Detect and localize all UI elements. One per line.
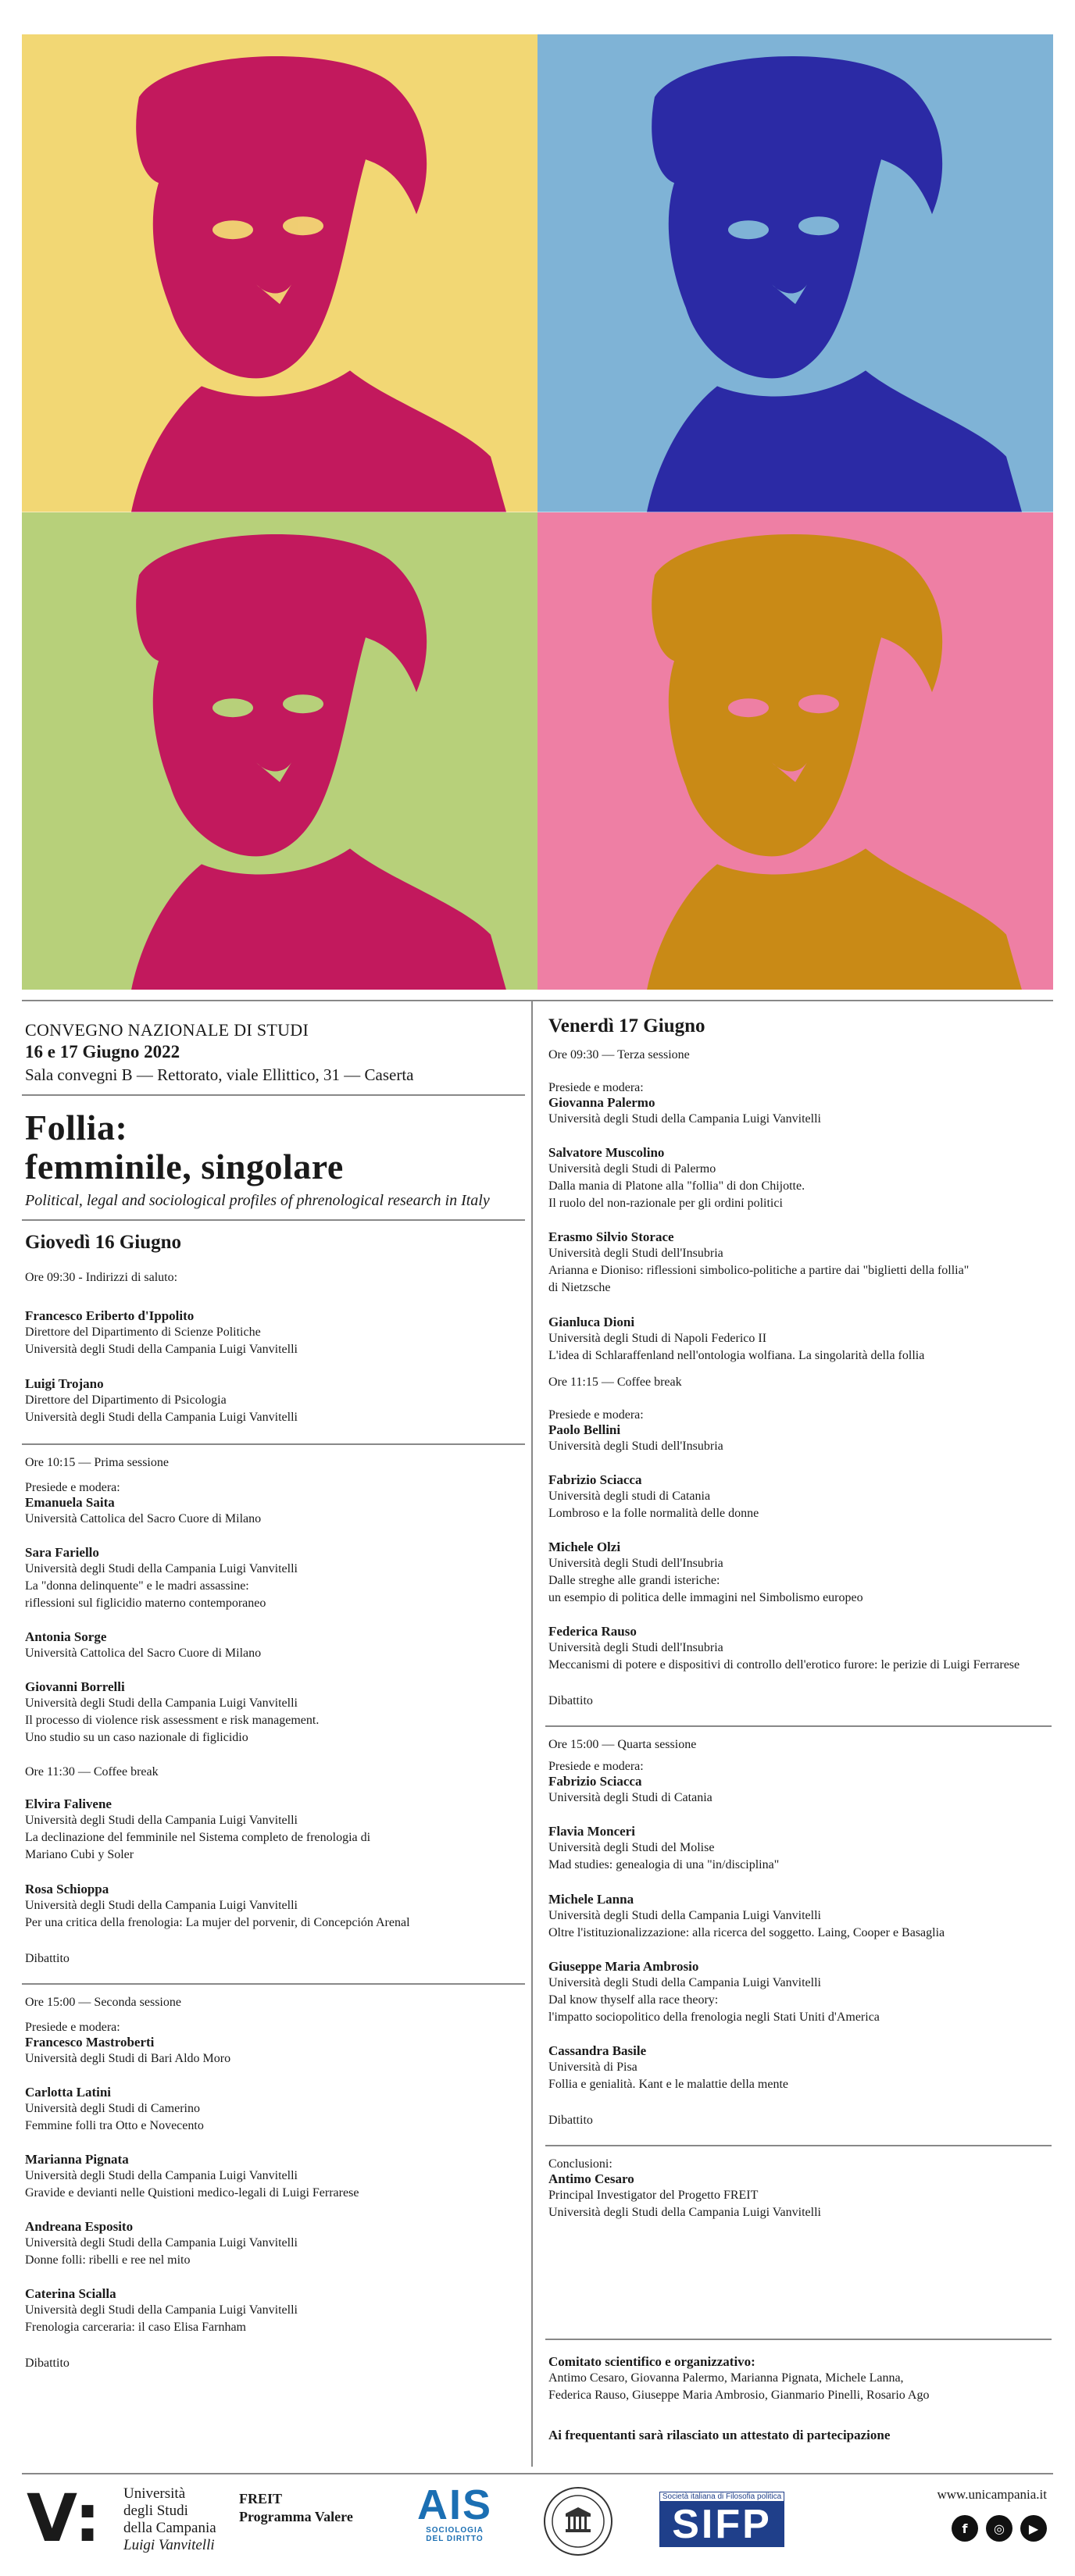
speaker-detail-line: Università degli Studi dell'Insubria xyxy=(548,1247,723,1261)
speaker-detail-line: Università degli Studi della Campania Luigi Vanvitelli xyxy=(25,1561,298,1575)
speaker-detail-line: Università degli Studi dell'Insubria xyxy=(548,1556,723,1570)
speaker-detail-line: Il processo di violence risk assessment e risk management. xyxy=(25,1714,320,1728)
speaker-detail-line: L'idea di Schlaraffenland nell'ontologia wolfiana. La singolarità della follia xyxy=(548,1348,925,1362)
speaker-entry xyxy=(548,1624,1048,1674)
chair-affiliation: Università degli Studi di Bari Aldo Moro xyxy=(25,2051,231,2065)
university-name xyxy=(123,2485,216,2553)
speaker-name: Rosa Schioppa xyxy=(25,1881,109,1896)
poster-quadrant-yellow xyxy=(22,34,538,512)
chair-name: Emanuela Saita xyxy=(25,1494,115,1510)
session2-time: Ore 15:00 — Seconda sessione xyxy=(25,1995,181,2009)
speaker-detail-line: Università di Pisa xyxy=(548,2060,638,2074)
chair-name: Giovanna Palermo xyxy=(548,1095,655,1110)
speaker-detail-line: Uno studio su un caso nazionale di figlicidio xyxy=(25,1731,248,1745)
speaker-entry xyxy=(548,2043,1048,2093)
speaker-detail-line: Gravide e devianti nelle Quistioni medico-legali di Luigi Ferrarese xyxy=(25,2185,359,2200)
session3-chair xyxy=(548,1095,1048,1128)
session3-speakers-2 xyxy=(548,1472,1048,1675)
portrait-figure-2 xyxy=(538,34,1053,512)
speaker-detail-line: Follia e genialità. Kant e le malattie della mente xyxy=(548,2078,788,2092)
speaker-entry xyxy=(25,1629,522,1662)
speaker-entry xyxy=(25,1882,522,1932)
conclusions-line-1: Principal Investigator del Progetto FREIT xyxy=(548,2189,759,2203)
speaker-name: Luigi Trojano xyxy=(25,1375,104,1391)
speaker-entry xyxy=(548,1315,1048,1365)
speaker-detail-line: l'impatto sociopolitico della frenologia negli Stati Uniti d'America xyxy=(548,2010,880,2024)
speaker-entry xyxy=(548,1959,1048,2026)
ais-logo-text: AIS xyxy=(417,2481,493,2528)
session4-debate: Dibattito xyxy=(548,2114,593,2128)
speaker-name: Cassandra Basile xyxy=(548,2043,647,2058)
conclusions-name: Antimo Cesaro xyxy=(548,2171,634,2187)
poster-image xyxy=(22,34,1053,990)
session1-speakers xyxy=(25,1545,522,1747)
divider xyxy=(22,1219,525,1221)
speaker-name: Flavia Monceri xyxy=(548,1824,635,1839)
left-column xyxy=(25,1011,522,2371)
session3-chair-2 xyxy=(548,1422,1048,1455)
speaker-entry xyxy=(548,1824,1048,1874)
speaker-name: Giuseppe Maria Ambrosio xyxy=(548,1958,699,1974)
speaker-detail-line: Mad studies: genealogia di una "in/disciplina" xyxy=(548,1858,780,1872)
speaker-entry xyxy=(25,2085,522,2135)
speaker-detail-line: Meccanismi di potere e dispositivi di controllo dell'erotico furore: le perizie di Luigi Ferrarese xyxy=(548,1658,1020,1672)
seal-icon xyxy=(542,2485,614,2561)
speaker-entry xyxy=(548,1540,1048,1607)
column-divider xyxy=(531,1001,533,2467)
speaker-entry xyxy=(25,2219,522,2269)
university-logo: V: xyxy=(27,2480,101,2556)
ais-sub-1: SOCIOLOGIA xyxy=(426,2526,484,2535)
session2-debate: Dibattito xyxy=(25,2357,70,2371)
session4-chair xyxy=(548,1774,1048,1807)
title-line-1: Follia: xyxy=(25,1108,128,1147)
speaker-detail-line: Dal know thyself alla race theory: xyxy=(548,1993,719,2007)
poster-quadrant-green xyxy=(22,512,538,990)
university-line-1: Università xyxy=(123,2485,186,2502)
speaker-detail-line: Direttore del Dipartimento di Scienze Politiche xyxy=(25,1325,261,1340)
footer xyxy=(22,2473,1053,2560)
day2-title: Venerdì 17 Giugno xyxy=(548,1015,705,1036)
divider xyxy=(545,1725,1052,1727)
speaker-entry xyxy=(548,1892,1048,1942)
sifp-main-text: SIFP xyxy=(659,2502,784,2547)
page-subtitle: Political, legal and sociological profiles of phrenological research in Italy xyxy=(25,1192,490,1210)
day1-title: Giovedì 16 Giugno xyxy=(25,1232,182,1254)
speaker-name: Sara Fariello xyxy=(25,1544,99,1560)
speaker-detail-line: di Nietzsche xyxy=(548,1281,611,1295)
session3-coffee: Ore 11:15 — Coffee break xyxy=(548,1375,682,1389)
speaker-name: Michele Olzi xyxy=(548,1539,621,1554)
speaker-detail-line: Università degli Studi di Palermo xyxy=(548,1162,716,1176)
speaker-detail-line: Università degli Studi della Campania Luigi Vanvitelli xyxy=(25,1410,298,1424)
chair-name: Fabrizio Sciacca xyxy=(548,1774,642,1789)
speaker-name: Elvira Falivene xyxy=(25,1796,112,1812)
freit-line-2: Programma Valere xyxy=(239,2509,353,2525)
session3-speakers xyxy=(548,1145,1048,1365)
conclusions-line-2: Università degli Studi della Campania Luigi Vanvitelli xyxy=(548,2206,821,2220)
committee-label: Comitato scientifico e organizzativo: xyxy=(548,2354,755,2370)
speaker-detail-line: Università degli Studi dell'Insubria xyxy=(548,1641,723,1655)
speaker-entry xyxy=(25,1545,522,1612)
speaker-detail-line: Università degli Studi del Molise xyxy=(548,1841,715,1855)
speaker-detail-line: Università degli Studi della Campania Luigi Vanvitelli xyxy=(25,1814,298,1828)
speaker-detail-line: Dalle streghe alle grandi isteriche: xyxy=(548,1574,720,1588)
committee-line-1: Antimo Cesaro, Giovanna Palermo, Marianna Pignata, Michele Lanna, xyxy=(548,2371,904,2385)
session1-time: Ore 10:15 — Prima sessione xyxy=(25,1455,169,1469)
social-icons xyxy=(937,2515,1047,2542)
facebook-icon[interactable]: f xyxy=(952,2515,978,2542)
page-title xyxy=(25,1108,522,1186)
speaker-detail-line: Università degli Studi della Campania Luigi Vanvitelli xyxy=(548,1975,821,1989)
freit-line-1: FREIT xyxy=(239,2491,283,2506)
youtube-icon[interactable]: ▶ xyxy=(1020,2515,1047,2542)
speaker-detail-line: Università degli Studi della Campania Luigi Vanvitelli xyxy=(25,2236,298,2250)
session3-role: Presiede e modera: xyxy=(548,1081,644,1094)
speaker-name: Giovanni Borrelli xyxy=(25,1679,125,1695)
session2-role: Presiede e modera: xyxy=(25,2020,120,2034)
speaker-detail-line: La declinazione del femminile nel Sistema completo de frenologia di xyxy=(25,1831,371,1845)
speaker-name: Andreana Esposito xyxy=(25,2219,134,2235)
speaker-name: Caterina Scialla xyxy=(25,2286,116,2302)
portrait-figure-1 xyxy=(22,34,538,512)
convegno-venue: Sala convegni B — Rettorato, viale Ellittico, 31 — Caserta xyxy=(25,1065,414,1084)
speaker-detail-line: Per una critica della frenologia: La mujer del porvenir, di Concepción Arenal xyxy=(25,1915,410,1929)
ais-logo xyxy=(417,2481,493,2543)
speaker-name: Francesco Eriberto d'Ippolito xyxy=(25,1308,195,1324)
speaker-entry xyxy=(25,2286,522,2336)
speaker-detail-line: Università degli Studi della Campania Luigi Vanvitelli xyxy=(25,1697,298,1711)
chair-affiliation: Università degli Studi di Catania xyxy=(548,1791,712,1805)
session3-time: Ore 09:30 — Terza sessione xyxy=(548,1048,690,1061)
university-line-4: Luigi Vanvitelli xyxy=(123,2536,215,2553)
chair-affiliation: Università degli Studi della Campania Luigi Vanvitelli xyxy=(548,1112,821,1126)
divider xyxy=(22,1983,525,1985)
session1-speakers-2 xyxy=(25,1796,522,1931)
speaker-detail-line: Dalla mania di Platone alla "follia" di don Chijotte. xyxy=(548,1179,805,1193)
speaker-detail-line: Il ruolo del non-razionale per gli ordini politici xyxy=(548,1197,783,1211)
session3-role-2: Presiede e modera: xyxy=(548,1408,644,1422)
right-column xyxy=(548,1011,1048,2443)
university-line-2: degli Studi xyxy=(123,2502,188,2519)
speaker-detail-line: Mariano Cubi y Soler xyxy=(25,1848,134,1862)
speaker-name: Federica Rauso xyxy=(548,1624,637,1639)
speaker-detail-line: Donne folli: ribelli e ree nel mito xyxy=(25,2253,191,2267)
chair-affiliation: Università Cattolica del Sacro Cuore di Milano xyxy=(25,1511,262,1525)
speaker-detail-line: Università degli Studi della Campania Luigi Vanvitelli xyxy=(25,1898,298,1912)
speaker-name: Erasmo Silvio Storace xyxy=(548,1229,674,1245)
session4-role: Presiede e modera: xyxy=(548,1760,644,1774)
session1-chair xyxy=(25,1495,522,1528)
speaker-name: Antonia Sorge xyxy=(25,1629,107,1644)
speaker-entry xyxy=(25,1679,522,1746)
speaker-detail-line: Arianna e Dioniso: riflessioni simbolico-politiche a partire dai "biglietti della follia" xyxy=(548,1264,970,1278)
speaker-detail-line: Università degli Studi della Campania Luigi Vanvitelli xyxy=(25,2303,298,2317)
speaker-detail-line: riflessioni sul figlicidio materno contemporaneo xyxy=(25,1596,266,1610)
speaker-detail-line: Frenologia carceraria: il caso Elisa Farnham xyxy=(25,2321,246,2335)
speaker-detail-line: Lombroso e la folle normalità delle donne xyxy=(548,1506,759,1520)
speaker-name: Michele Lanna xyxy=(548,1891,634,1907)
speaker-name: Carlotta Latini xyxy=(25,2084,112,2100)
session1-role: Presiede e modera: xyxy=(25,1480,120,1494)
speaker-detail-line: Università degli Studi della Campania Luigi Vanvitelli xyxy=(25,2168,298,2182)
portrait-figure-4 xyxy=(538,512,1053,990)
session2-chair xyxy=(25,2035,522,2068)
opening-speakers xyxy=(25,1308,522,1425)
freit-label xyxy=(239,2490,353,2527)
conclusions-label: Conclusioni: xyxy=(548,2157,612,2171)
speaker-detail-line: Direttore del Dipartimento di Psicologia xyxy=(25,1393,227,1407)
divider xyxy=(545,2145,1052,2146)
speaker-name: Marianna Pignata xyxy=(25,2151,129,2167)
speaker-detail-line: un esempio di politica delle immagini nel Simbolismo europeo xyxy=(548,1591,863,1605)
session1-debate: Dibattito xyxy=(25,1951,70,1965)
instagram-icon[interactable]: ◎ xyxy=(986,2515,1012,2542)
chair-name: Paolo Bellini xyxy=(548,1422,621,1437)
session3-debate: Dibattito xyxy=(548,1694,593,1708)
divider-top xyxy=(22,1000,1053,1001)
ais-sub-2: DEL DIRITTO xyxy=(426,2535,484,2543)
sifp-logo xyxy=(659,2492,784,2547)
session1-coffee: Ore 11:30 — Coffee break xyxy=(25,1765,159,1779)
chair-name: Francesco Mastroberti xyxy=(25,2034,155,2050)
opening-time: Ore 09:30 - Indirizzi di saluto: xyxy=(25,1271,178,1285)
divider xyxy=(545,2339,1052,2340)
speaker-entry xyxy=(548,1145,1048,1212)
speaker-detail-line: La "donna delinquente" e le madri assassine: xyxy=(25,1579,249,1593)
speaker-name: Gianluca Dioni xyxy=(548,1314,635,1329)
chair-affiliation: Università degli Studi dell'Insubria xyxy=(548,1439,723,1453)
speaker-entry xyxy=(25,1376,522,1426)
speaker-entry xyxy=(548,1472,1048,1522)
speaker-detail-line: Femmine folli tra Otto e Novecento xyxy=(25,2118,204,2132)
speaker-name: Fabrizio Sciacca xyxy=(548,1472,642,1487)
speaker-entry xyxy=(25,2152,522,2202)
session4-time: Ore 15:00 — Quarta sessione xyxy=(548,1738,697,1752)
speaker-detail-line: Università degli studi di Catania xyxy=(548,1489,711,1503)
speaker-detail-line: Università degli Studi della Campania Luigi Vanvitelli xyxy=(548,1908,821,1922)
title-line-2: femminile, singolare xyxy=(25,1146,344,1186)
committee-line-2: Federica Rauso, Giuseppe Maria Ambrosio, Gianmario Pinelli, Rosario Ago xyxy=(548,2389,930,2403)
website-link[interactable]: www.unicampania.it xyxy=(937,2487,1047,2502)
speaker-detail-line: Università Cattolica del Sacro Cuore di Milano xyxy=(25,1646,262,1660)
poster-quadrant-blue xyxy=(538,34,1053,512)
session2-speakers xyxy=(25,2085,522,2337)
university-line-3: della Campania xyxy=(123,2519,216,2536)
session4-speakers xyxy=(548,1824,1048,2093)
speaker-entry xyxy=(25,1796,522,1864)
sifp-top-text: Società italiana di Filosofia politica xyxy=(659,2492,784,2502)
speaker-detail-line: Università degli Studi di Camerino xyxy=(25,2101,200,2115)
convegno-dates: 16 e 17 Giugno 2022 xyxy=(25,1042,180,1061)
speaker-entry xyxy=(548,1229,1048,1297)
attestato-note: Ai frequentanti sarà rilasciato un attestato di partecipazione xyxy=(548,2428,891,2443)
portrait-figure-3 xyxy=(22,512,538,990)
divider xyxy=(22,1094,525,1096)
social-block xyxy=(937,2487,1047,2542)
divider xyxy=(22,1443,525,1445)
speaker-detail-line: Università degli Studi di Napoli Federico II xyxy=(548,1331,767,1345)
speaker-detail-line: Oltre l'istituzionalizzazione: alla ricerca del soggetto. Laing, Cooper e Basaglia xyxy=(548,1925,945,1939)
speaker-name: Salvatore Muscolino xyxy=(548,1145,665,1161)
convegno-label: CONVEGNO NAZIONALE DI STUDI xyxy=(25,1020,309,1040)
speaker-detail-line: Università degli Studi della Campania Luigi Vanvitelli xyxy=(25,1343,298,1357)
poster-quadrant-pink xyxy=(538,512,1053,990)
speaker-entry xyxy=(25,1308,522,1358)
